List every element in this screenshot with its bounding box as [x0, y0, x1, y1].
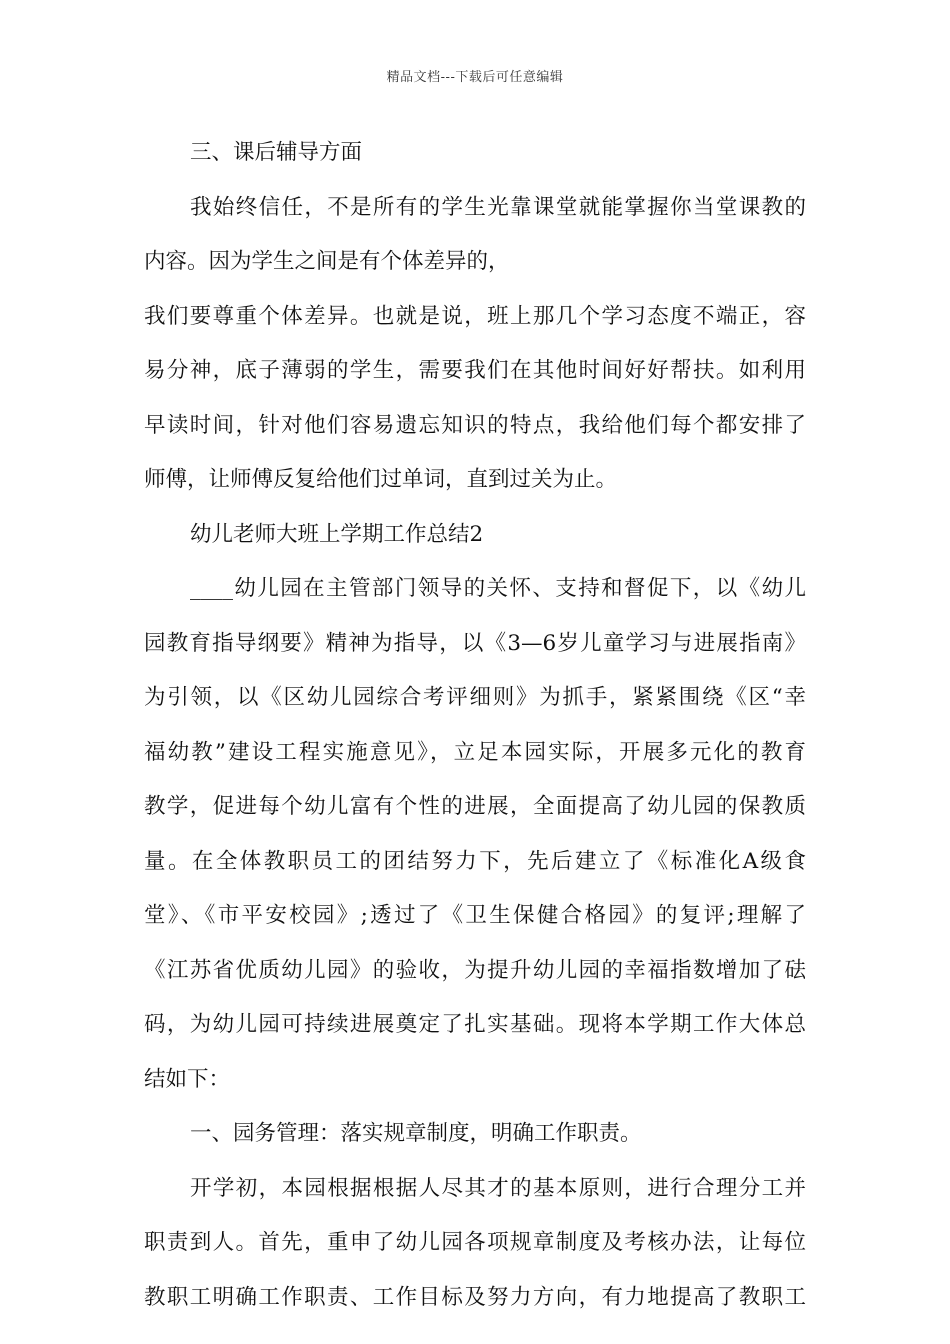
document-body [144, 126, 806, 1325]
text-line: 早读时间，针对他们容易遗忘知识的特点，我给他们每个都安排了 [144, 412, 806, 438]
text-line: 福幼教”建设工程实施意见》，立足本园实际，开展多元化的教育 [144, 739, 806, 765]
text-line: 一、园务管理：落实规章制度，明确工作职责。 [190, 1121, 642, 1146]
text-line: 教学，促进每个幼儿富有个性的进展，全面提高了幼儿园的保教质 [144, 794, 806, 819]
text-line: 《江苏省优质幼儿园》的验收，为提升幼儿园的幸福指数增加了砝 [144, 957, 806, 983]
text-line: 职责到人。首先，重申了幼儿园各项规章制度及考核办法，让每位 [144, 1230, 806, 1255]
text-line: 开学初，本园根据根据人尽其才的基本原则，进行合理分工并 [190, 1175, 806, 1201]
text-line: 量。在全体教职员工的团结努力下，先后建立了《标准化A级食 [144, 848, 806, 874]
text-line: 师傅，让师傅反复给他们过单词，直到过关为止。 [144, 467, 618, 492]
text-line: 结如下： [144, 1066, 231, 1092]
text-line: 我们要尊重个体差异。也就是说，班上那几个学习态度不端正，容 [144, 303, 806, 329]
text-line: ____幼儿园在主管部门领导的关怀、支持和督促下，以《幼儿 [190, 576, 806, 601]
text-line: 堂》、《市平安校园》;透过了《卫生保健合格园》的复评;理解了 [144, 903, 806, 928]
text-line: 码，为幼儿园可持续进展奠定了扎实基础。现将本学期工作大体总 [144, 1012, 806, 1037]
text-line: 易分神，底子薄弱的学生，需要我们在其他时间好好帮扶。如利用 [144, 358, 806, 383]
text-line: 幼儿老师大班上学期工作总结2 [190, 521, 484, 547]
text-line: 园教育指导纲要》精神为指导，以《3—6岁儿童学习与进展指南》 [144, 630, 806, 656]
page-header: 精品文档---下载后可任意编辑 [386, 70, 564, 85]
text-line: 为引领，以《区幼儿园综合考评细则》为抓手，紧紧围绕《区“幸 [144, 685, 806, 710]
text-line: 内容。因为学生之间是有个体差异的， [144, 249, 510, 274]
text-line: 教职工明确工作职责、工作目标及努力方向，有力地提高了教职工 [144, 1284, 806, 1310]
text-line: 我始终信任，不是所有的学生光靠课堂就能掌握你当堂课教的 [190, 194, 806, 220]
text-line: 三、课后辅导方面 [190, 140, 363, 165]
